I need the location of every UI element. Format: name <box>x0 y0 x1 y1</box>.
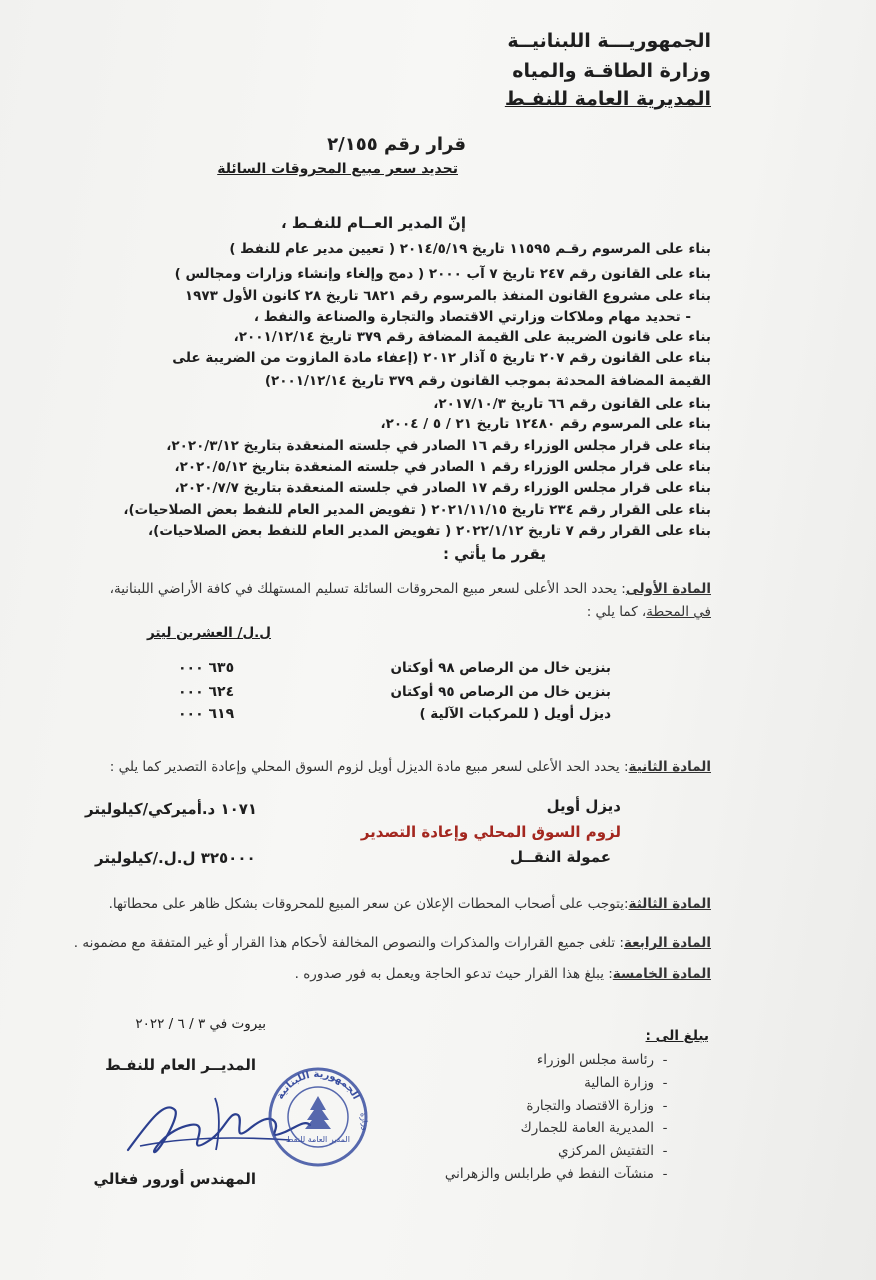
preamble-line: بناء على القانون رقم ٢٠٧ تاريخ ٥ آذار ٢٠١٢ (إعفاء مادة المازوت من الضريبة على <box>172 350 711 366</box>
distribution-item: -منشآت النفط في طرابلس والزهراني <box>444 1166 668 1182</box>
preamble-line: بناء على القانون رقم ٦٦ تاريخ ٢٠١٧/١٠/٣، <box>433 396 711 412</box>
issue-date: بيروت في ٣ / ٦ / ٢٠٢٢ <box>135 1016 266 1032</box>
preamble-line: بناء على قرار مجلس الوزراء رقم ١ الصادر في جلسته المنعقدة بتاريخ ٢٠٢٠/٥/١٢، <box>174 459 711 475</box>
header-ministry: وزارة الطاقـة والمياه <box>512 60 711 82</box>
article1-paragraph <box>110 581 711 597</box>
article3-text: :يتوجب على أصحاب المحطات الإعلان عن سعر المبيع للمحروقات بشكل ظاهر على محطاتها. <box>108 896 629 912</box>
stamp-side-text: وزارة <box>358 1111 371 1132</box>
article4-paragraph <box>74 935 711 951</box>
preamble-line: بناء على القرار رقم ٧ تاريخ ٢٠٢٢/١/١٢ ( تفويض المدير العام للنفط بعض الصلاحيات)، <box>148 523 711 539</box>
fuel-name: بنزين خال من الرصاص ٩٨ أوكتان <box>390 660 611 676</box>
preamble-intro: إنّ المدير العــام للنفـط ، <box>281 214 466 232</box>
fuel-name: بنزين خال من الرصاص ٩٥ أوكتان <box>390 684 611 700</box>
header-republic: الجمهوريـــة اللبنانيــة <box>507 30 711 52</box>
official-stamp <box>258 1062 378 1172</box>
preamble-line: بناء على قرار مجلس الوزراء رقم ١٦ الصادر في جلسته المنعقدة بتاريخ ٢٠٢٠/٣/١٢، <box>166 438 711 454</box>
article1-text: : يحدد الحد الأعلى لسعر مبيع المحروقات السائلة تسليم المستهلك في كافة الأراضي اللبنانية، <box>109 581 626 597</box>
article3-label: المادة الثالثة <box>628 896 711 912</box>
decision-subject: تحديد سعر مبيع المحروقات السائلة <box>217 161 458 177</box>
article5-paragraph <box>295 966 711 982</box>
signatory-name: المهندس أورور فغالي <box>93 1170 256 1188</box>
fuel-price: ٦٢٤ ٠٠٠ <box>178 684 235 700</box>
distribution-item: -وزارة المالية <box>584 1075 668 1091</box>
market-label: لزوم السوق المحلي وإعادة التصدير <box>360 823 621 841</box>
distribution-item: -رئاسة مجلس الوزراء <box>536 1052 668 1068</box>
article5-text: : يبلغ هذا القرار حيث تدعو الحاجة ويعمل به فور صدوره . <box>294 966 613 982</box>
distribution-item: -المديرية العامة للجمارك <box>520 1120 668 1136</box>
resolves-heading: يقرر ما يأتي : <box>442 545 546 563</box>
article2-paragraph <box>110 759 711 775</box>
article2-text: : يحدد الحد الأعلى لسعر مبيع مادة الديزل أويل لزوم السوق المحلي وإعادة التصدير كما يلي : <box>109 759 629 775</box>
diesel-label: ديزل أويل <box>546 797 621 815</box>
article5-label: المادة الخامسة <box>612 966 711 982</box>
stamp-ring-text: الجمهورية اللبنانية <box>274 1068 362 1102</box>
distribution-item: -وزارة الاقتصاد والتجارة <box>526 1098 668 1114</box>
stamp-center-text: المدير العامة للنفط <box>286 1135 350 1144</box>
article1-text2: ، كما يلي : <box>586 604 647 620</box>
article4-label: المادة الرابعة <box>623 935 711 951</box>
fuel-name: ديزل أويل ( للمركبات الآلية ) <box>419 706 611 722</box>
transport-label: عمولة النقــل <box>510 848 611 866</box>
preamble-line: بناء على القرار رقم ٢٣٤ تاريخ ٢٠٢١/١١/١٥ ( تفويض المدير العام للنفط بعض الصلاحيات)، <box>123 502 711 518</box>
article2-label: المادة الثانية <box>628 759 711 775</box>
preamble-line: بناء على مشروع القانون المنفذ بالمرسوم رقم ٦٨٢١ تاريخ ٢٨ كانون الأول ١٩٧٣ <box>184 288 711 304</box>
preamble-line: بناء على القانون رقم ٢٤٧ تاريخ ٧ آب ٢٠٠٠ ( دمج وإلغاء وإنشاء وزارات ومجالس ) <box>174 266 711 282</box>
transport-price: ٣٢٥٠٠٠ ل.ل./كيلوليتر <box>95 849 256 867</box>
fuel-price: ٦٣٥ ٠٠٠ <box>178 660 235 676</box>
header-directorate: المديرية العامة للنفـط <box>504 88 711 110</box>
article1-paragraph-2 <box>587 604 711 620</box>
article1-label: المادة الأولى <box>625 581 711 597</box>
preamble-line: القيمة المضافة المحدثة بموجب القانون رقم ٣٧٩ تاريخ ٢٠٠١/١٢/١٤) <box>264 373 711 389</box>
distribution-title: يبلغ الى : <box>645 1028 709 1044</box>
signatory-title: المديــر العام للنفـط <box>105 1056 256 1074</box>
preamble-line: بناء على المرسوم رقم ١٢٤٨٠ تاريخ ٢١ / ٥ / ٢٠٠٤، <box>380 416 711 432</box>
preamble-line: - تحديد مهام وملاكات وزارتي الاقتصاد والتجارة والصناعة والنفط ، <box>253 309 691 325</box>
article3-paragraph <box>109 896 711 912</box>
article1-station: في المحطة <box>646 604 711 620</box>
diesel-price: ١٠٧١ د.أميركي/كيلوليتر <box>85 800 258 818</box>
preamble-line: بناء على قرار مجلس الوزراء رقم ١٧ الصادر في جلسته المنعقدة بتاريخ ٢٠٢٠/٧/٧، <box>174 480 711 496</box>
cedar-icon <box>305 1096 331 1129</box>
distribution-item: -التفتيش المركزي <box>558 1143 668 1159</box>
article4-text: : تلغى جميع القرارات والمذكرات والنصوص المخالفة لأحكام هذا القرار أو غير المتفقة مع مضمونه . <box>73 935 624 951</box>
unit-header: ل.ل/ العشرين ليتر <box>146 625 271 641</box>
preamble-line: بناء على قانون الضريبة على القيمة المضافة رقم ٣٧٩ تاريخ ٢٠٠١/١٢/١٤، <box>233 329 711 345</box>
preamble-line: بناء على المرسوم رقـم ١١٥٩٥ تاريخ ٢٠١٤/٥/١٩ ( تعيين مدير عام للنفط ) <box>229 241 711 257</box>
fuel-price: ٦١٩ ٠٠٠ <box>178 706 235 722</box>
decision-number: قرار رقم ٢/١٥٥ <box>327 134 466 155</box>
